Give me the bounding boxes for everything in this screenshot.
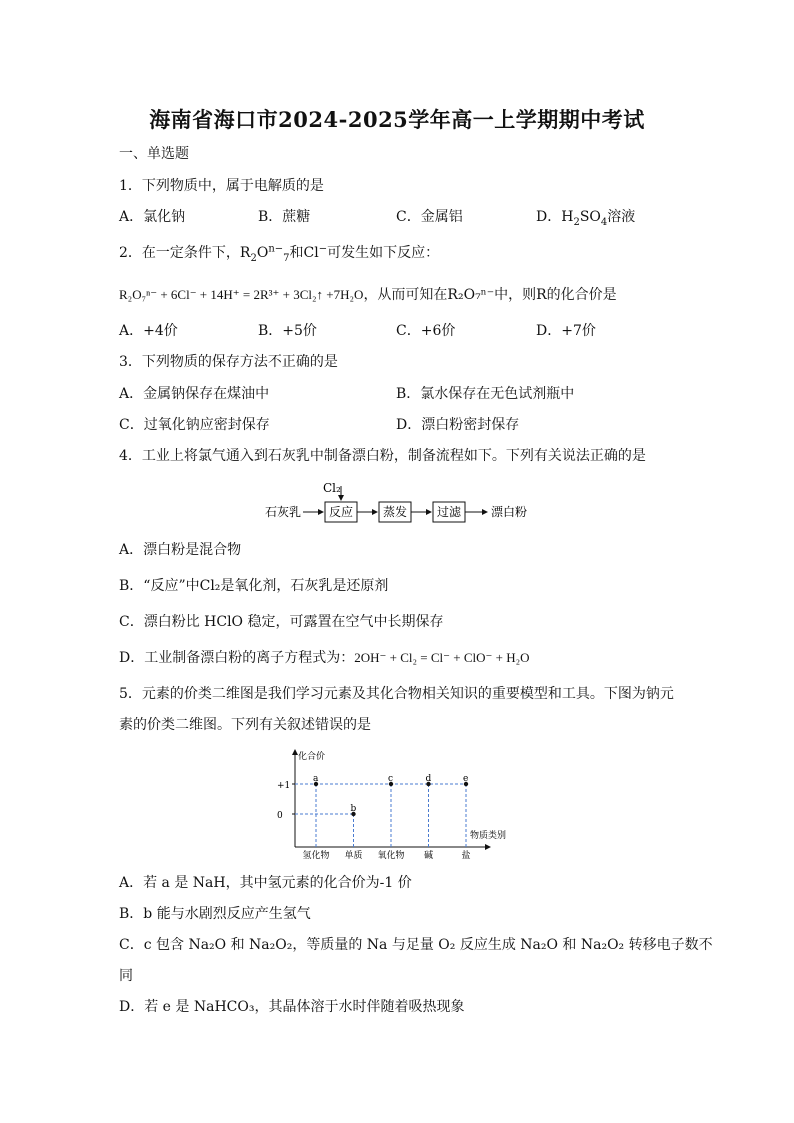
- q1-stem: 1．下列物质中，属于电解质的是: [119, 178, 324, 194]
- q5-stem-line1: 5．元素的价类二维图是我们学习元素及其化合物相关知识的重要模型和工具。下图为钠元: [119, 686, 674, 702]
- q4-option-a[interactable]: A．漂白粉是混合物: [119, 542, 242, 558]
- flow-input-cl2: Cl₂: [323, 481, 341, 495]
- q5-option-b[interactable]: B．b 能与水剧烈反应产生氢气: [119, 906, 311, 922]
- q3-option-a[interactable]: A．金属钠保存在煤油中: [119, 386, 270, 402]
- chart-category-label: 盐: [461, 851, 471, 861]
- flow-start: 石灰乳: [265, 505, 302, 519]
- chart-point-label-b: b: [350, 804, 357, 814]
- chart-category-label: 氢化物: [302, 851, 330, 861]
- q3-option-d[interactable]: D．漂白粉密封保存: [396, 417, 520, 433]
- q2-equation: R₂O₇ⁿ⁻ + 6Cl⁻ + 14H⁺ = 2R³⁺ + 3Cl₂↑ +7H₂O: [119, 287, 364, 302]
- q5-stem-line2: 素的价类二维图。下列有关叙述错误的是: [119, 717, 371, 733]
- chart-y-tick-0: 0: [277, 811, 283, 821]
- q5-option-a[interactable]: A．若 a 是 NaH，其中氢元素的化合价为-1 价: [119, 875, 412, 891]
- q1-option-c[interactable]: C．金属铝: [396, 209, 463, 225]
- q2-option-a[interactable]: A．+4价: [119, 323, 178, 339]
- q2-option-d[interactable]: D．+7价: [536, 323, 596, 339]
- q4-option-b[interactable]: B．“反应”中Cl₂是氧化剂，石灰乳是还原剂: [119, 578, 389, 594]
- q2-equation-line: R₂O₇ⁿ⁻ + 6Cl⁻ + 14H⁺ = 2R³⁺ + 3Cl₂↑ +7H₂O，从而可知在R₂O₇ⁿ⁻中，则R的化合价是: [119, 287, 617, 303]
- q4-stem: 4．工业上将氯气通入到石灰乳中制备漂白粉，制备流程如下。下列有关说法正确的是: [119, 448, 646, 464]
- q4-option-d[interactable]: D．工业制备漂白粉的离子方程式为：2OH⁻ + Cl₂ = Cl⁻ + ClO⁻ + H₂O: [119, 650, 530, 666]
- flow-end: 漂白粉: [491, 505, 528, 519]
- q4-flowchart: [255, 476, 545, 526]
- q4-option-c[interactable]: C．漂白粉比 HClO 稳定，可露置在空气中长期保存: [119, 614, 444, 630]
- q3-stem: 3．下列物质的保存方法不正确的是: [119, 354, 338, 370]
- q5-option-c-line1[interactable]: C．c 包含 Na₂O 和 Na₂O₂，等质量的 Na 与足量 O₂ 反应生成 Na₂O 和 Na₂O₂ 转移电子数不: [119, 937, 713, 953]
- chart-point-label-c: c: [388, 774, 394, 784]
- chart-category-label: 单质: [344, 851, 363, 861]
- chart-y-label: 化合价: [298, 752, 326, 762]
- q5-option-c-line2[interactable]: 同: [119, 968, 133, 984]
- q1-option-d[interactable]: D．$H_2SO_4$溶液: [536, 209, 636, 228]
- section-heading: 一、单选题: [119, 146, 189, 162]
- chart-point-label-d: d: [425, 774, 432, 784]
- chart-point-label-a: a: [313, 774, 319, 784]
- chart-category-label: 碱: [423, 851, 434, 861]
- q2-stem: 2．在一定条件下，$R_2O^{n-}_7$和Cl−可发生如下反应：: [119, 243, 440, 264]
- chart-y-tick-plus1: +1: [277, 781, 291, 791]
- flow-step-3: 过滤: [437, 505, 462, 519]
- flow-step-2: 蒸发: [383, 505, 408, 519]
- q4-option-d-equation: 2OH⁻ + Cl₂ = Cl⁻ + ClO⁻ + H₂O: [354, 650, 530, 665]
- chart-x-label: 物质类别: [470, 831, 507, 841]
- q2-option-b[interactable]: B．+5价: [258, 323, 317, 339]
- chart-category-label: 氧化物: [377, 851, 405, 861]
- q5-valence-chart: [272, 744, 522, 862]
- flow-step-1: 反应: [329, 505, 354, 519]
- q3-option-b[interactable]: B．氯水保存在无色试剂瓶中: [396, 386, 575, 402]
- page-title: 海南省海口市2024-2025学年高一上学期期中考试: [149, 107, 645, 132]
- q5-option-d[interactable]: D．若 e 是 NaHCO₃，其晶体溶于水时伴随着吸热现象: [119, 999, 465, 1015]
- q2-option-c[interactable]: C．+6价: [396, 323, 456, 339]
- q1-option-a[interactable]: A．氯化钠: [119, 209, 186, 225]
- q1-option-b[interactable]: B．蔗糖: [258, 209, 311, 225]
- q3-option-c[interactable]: C．过氧化钠应密封保存: [119, 417, 270, 433]
- chart-point-label-e: e: [463, 774, 469, 784]
